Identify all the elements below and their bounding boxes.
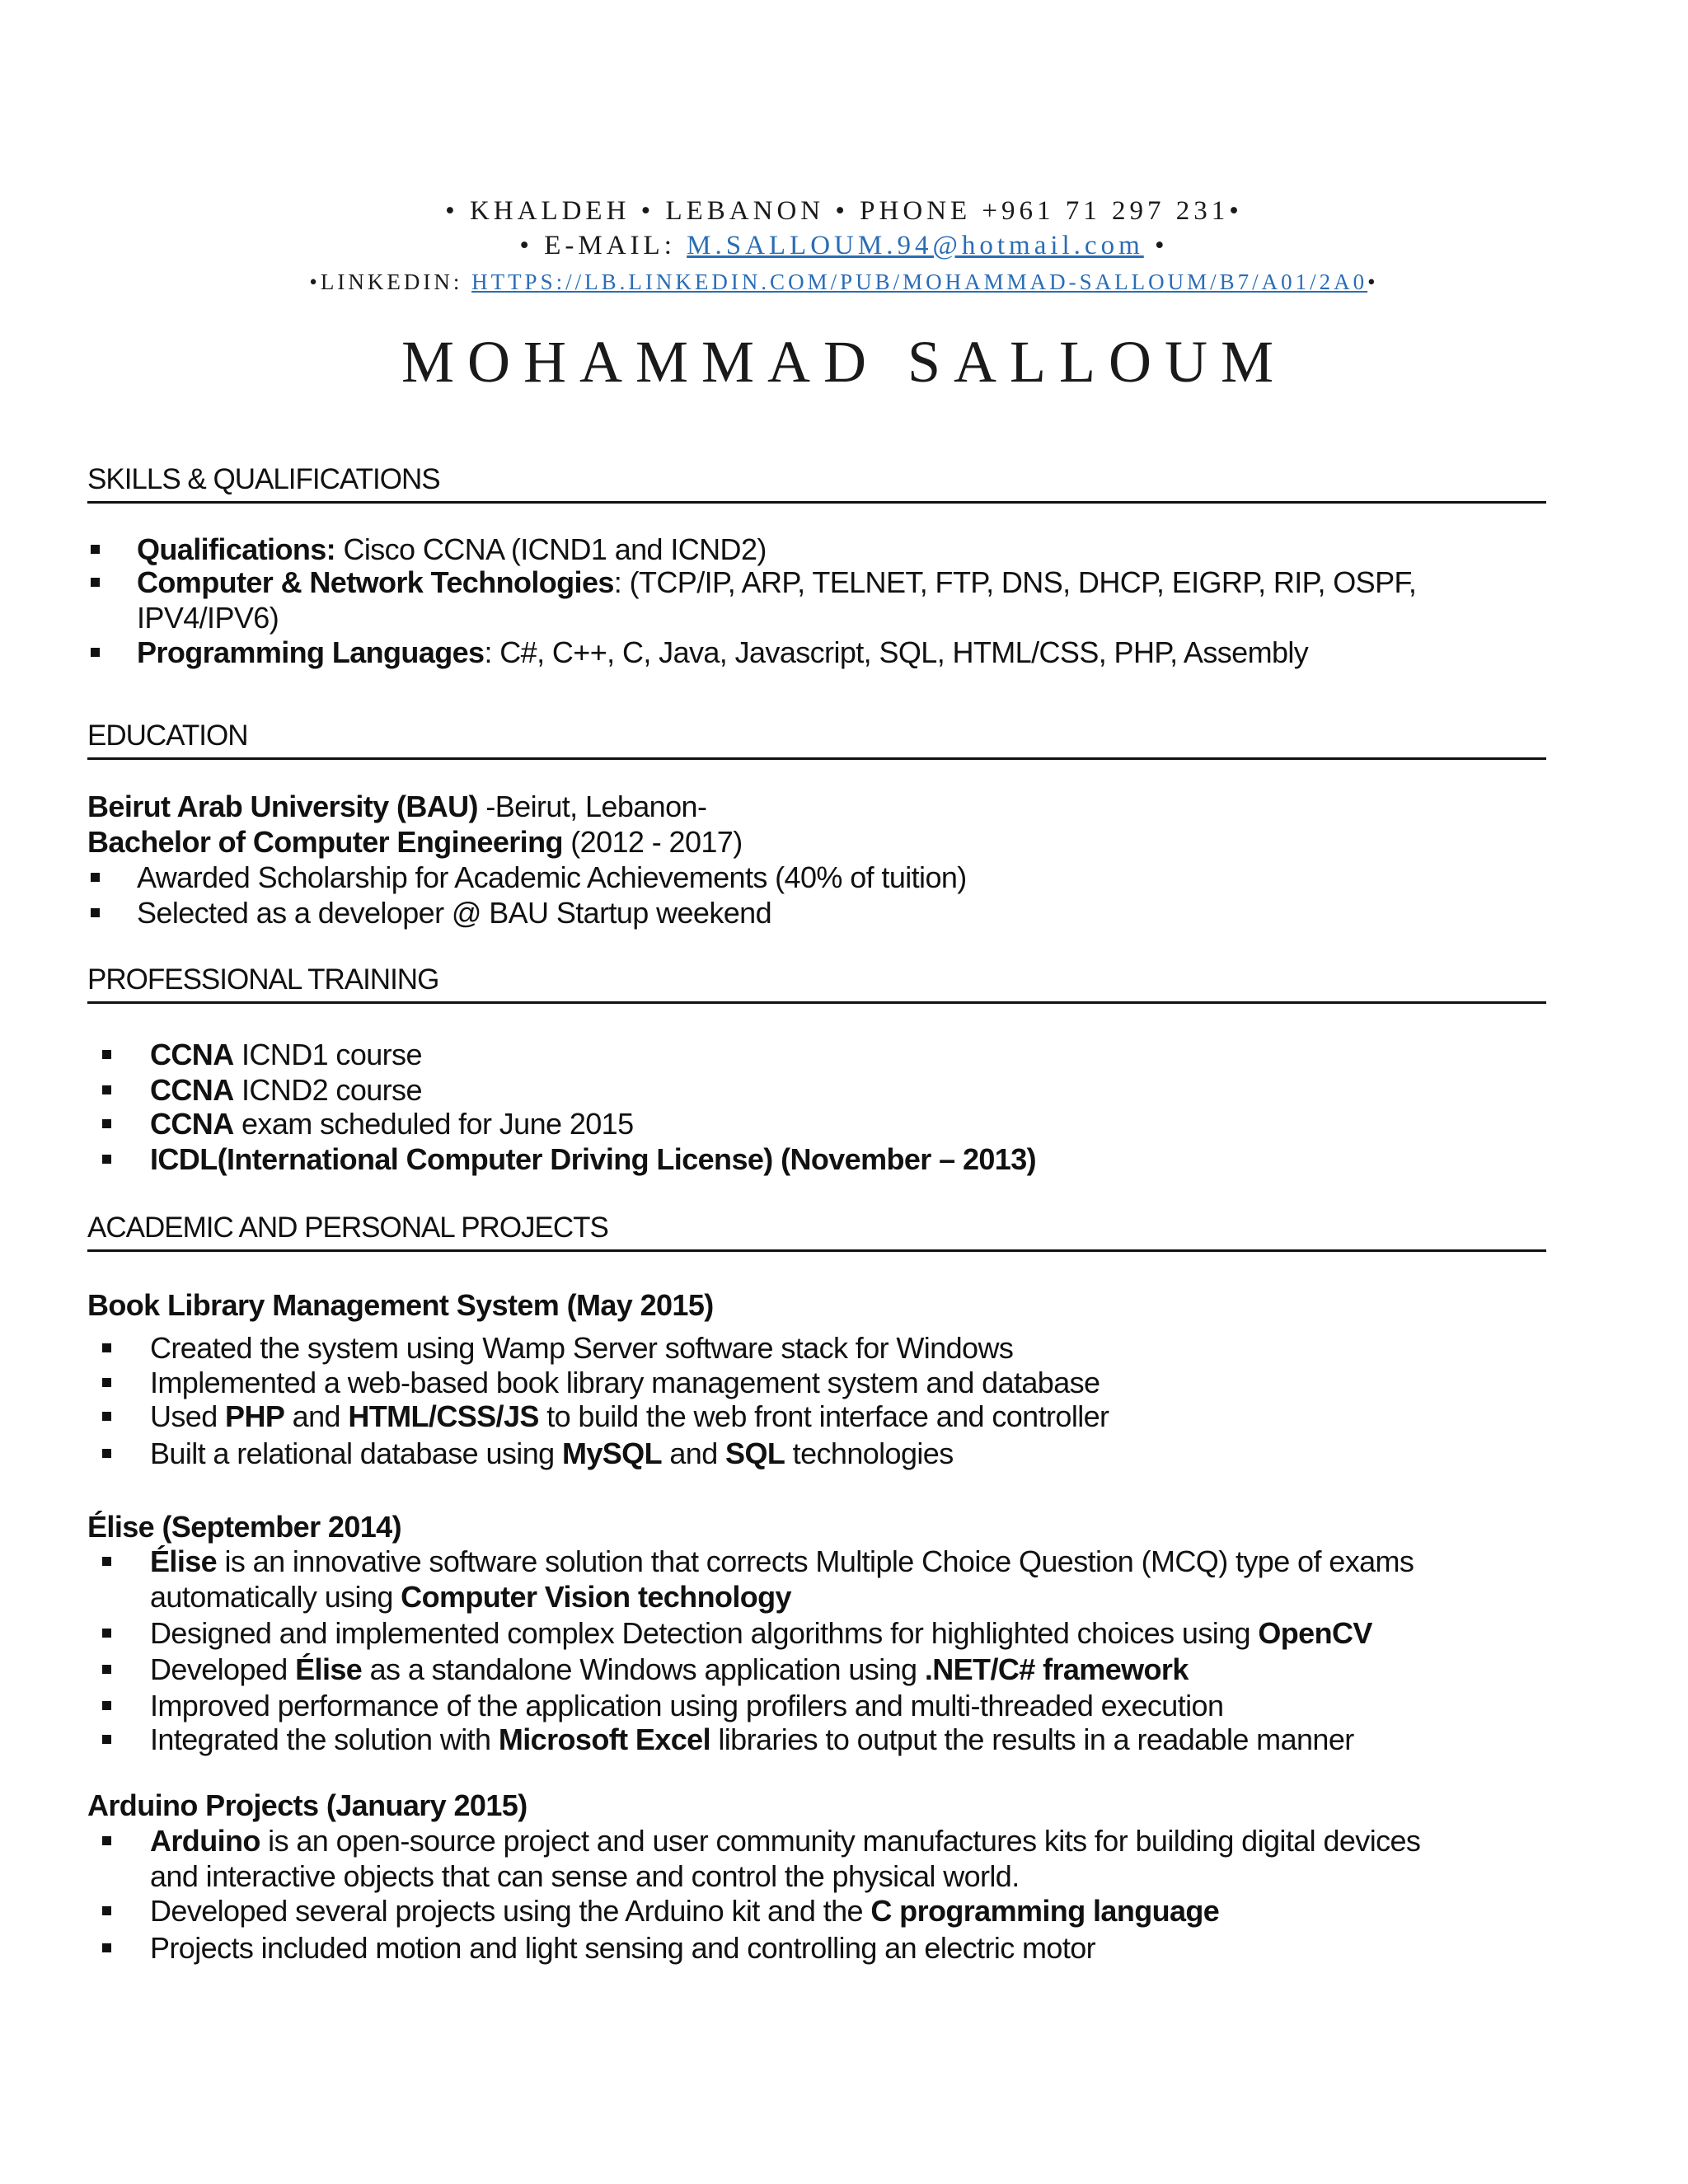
bullet-icon bbox=[102, 1629, 111, 1638]
training-bold: CCNA bbox=[150, 1073, 234, 1107]
project-item-text: and interactive objects that can sense and control the physical world. bbox=[150, 1859, 1020, 1893]
project-item-text bbox=[150, 1616, 1372, 1651]
contact-line: • KHALDEH • LEBANON • PHONE +961 71 297 231• bbox=[445, 196, 1243, 226]
bullet-icon bbox=[102, 1119, 111, 1128]
text-run: Computer Vision technology bbox=[401, 1580, 791, 1614]
text-run: and bbox=[284, 1399, 349, 1433]
bullet-icon bbox=[102, 1906, 111, 1915]
text-run: OpenCV bbox=[1258, 1616, 1372, 1650]
linkedin-prefix: •LINKEDIN: bbox=[309, 269, 472, 294]
text-run: Used bbox=[150, 1399, 226, 1433]
project-item-text: Improved performance of the application using profilers and multi-threaded execution bbox=[150, 1689, 1224, 1722]
text-run: Designed and implemented complex Detection algorithms for highlighted choices using bbox=[150, 1616, 1259, 1650]
bullet-icon bbox=[102, 1836, 111, 1845]
skill-text: : (TCP/IP, ARP, TELNET, FTP, DNS, DHCP, EIGRP, RIP, OSPF, bbox=[613, 565, 1417, 599]
degree-years: (2012 - 2017) bbox=[562, 825, 743, 859]
project-title bbox=[87, 1788, 528, 1823]
text-run: Integrated the solution with bbox=[150, 1722, 499, 1756]
bullet-icon bbox=[102, 1943, 111, 1952]
project-title-text: Arduino Projects (January 2015) bbox=[87, 1788, 528, 1822]
skills-heading: SKILLS & QUALIFICATIONS bbox=[87, 462, 1546, 504]
education-item-text: Awarded Scholarship for Academic Achievements (40% of tuition) bbox=[137, 860, 967, 894]
training-text: ICND1 course bbox=[233, 1038, 422, 1071]
skill-label: Programming Languages bbox=[137, 635, 485, 669]
bullet-icon bbox=[91, 908, 100, 917]
training-text: exam scheduled for June 2015 bbox=[233, 1107, 634, 1141]
project-item-text bbox=[150, 1544, 1414, 1579]
training-bold: ICDL(International Computer Driving License) (November – 2013) bbox=[150, 1142, 1037, 1176]
email-line bbox=[0, 231, 1688, 261]
school-name: Beirut Arab University (BAU) bbox=[87, 790, 478, 823]
skill-text: : C#, C++, C, Java, Javascript, SQL, HTML/CSS, PHP, Assembly bbox=[484, 635, 1309, 669]
bullet-icon bbox=[102, 1412, 111, 1421]
text-run: SQL bbox=[725, 1436, 785, 1470]
bullet-icon bbox=[102, 1050, 111, 1059]
text-run: technologies bbox=[785, 1436, 954, 1470]
project-item-text bbox=[150, 1436, 954, 1471]
school-location: -Beirut, Lebanon- bbox=[477, 790, 707, 823]
skill-text: IPV4/IPV6) bbox=[137, 601, 279, 635]
bullet-icon bbox=[91, 545, 100, 554]
text-run: to build the web front interface and controller bbox=[538, 1399, 1109, 1433]
project-item-text bbox=[150, 1824, 1420, 1858]
project-title bbox=[87, 1288, 714, 1323]
school-line bbox=[87, 790, 706, 824]
project-item-text bbox=[150, 1399, 1109, 1434]
projects-heading: ACADEMIC AND PERSONAL PROJECTS bbox=[87, 1210, 1546, 1252]
text-run: Developed bbox=[150, 1652, 296, 1686]
text-run: Microsoft Excel bbox=[498, 1722, 710, 1756]
project-item-text: Implemented a web-based book library management system and database bbox=[150, 1366, 1100, 1399]
text-run: Élise bbox=[150, 1544, 218, 1578]
text-run: Arduino bbox=[150, 1824, 260, 1858]
text-run: HTML/CSS/JS bbox=[348, 1399, 539, 1433]
bullet-icon bbox=[102, 1085, 111, 1094]
text-run: Élise bbox=[295, 1652, 363, 1686]
training-bold: CCNA bbox=[150, 1107, 234, 1141]
text-run: Built a relational database using bbox=[150, 1436, 562, 1470]
project-item-text: Created the system using Wamp Server software stack for Windows bbox=[150, 1331, 1014, 1365]
text-run: .NET/C# framework bbox=[924, 1652, 1189, 1686]
text-run: and bbox=[661, 1436, 726, 1470]
skill-label: Computer & Network Technologies bbox=[137, 565, 614, 599]
bullet-icon bbox=[91, 873, 100, 882]
email-prefix: • E-MAIL: bbox=[519, 231, 687, 260]
bullet-icon bbox=[102, 1343, 111, 1352]
bullet-icon bbox=[91, 578, 100, 587]
bullet-icon bbox=[102, 1557, 111, 1566]
project-item-text bbox=[150, 1894, 1219, 1929]
bullet-icon bbox=[102, 1155, 111, 1164]
degree-name: Bachelor of Computer Engineering bbox=[87, 825, 563, 859]
training-heading: PROFESSIONAL TRAINING bbox=[87, 962, 1546, 1004]
text-run: C programming language bbox=[870, 1894, 1220, 1928]
linkedin-line bbox=[0, 269, 1688, 295]
linkedin-suffix: • bbox=[1367, 269, 1379, 294]
bullet-icon bbox=[102, 1665, 111, 1674]
candidate-name: MOHAMMAD SALLOUM bbox=[401, 329, 1287, 395]
bullet-icon bbox=[102, 1735, 111, 1744]
text-run: PHP bbox=[225, 1399, 285, 1433]
training-text: ICND2 course bbox=[233, 1073, 422, 1107]
education-item-text: Selected as a developer @ BAU Startup weekend bbox=[137, 896, 772, 930]
text-run: as a standalone Windows application using bbox=[362, 1652, 925, 1686]
text-run: is an open-source project and user community manufactures kits for building digital devices bbox=[260, 1824, 1421, 1858]
bullet-icon bbox=[91, 648, 100, 657]
text-run: libraries to output the results in a readable manner bbox=[710, 1722, 1354, 1756]
project-item-text bbox=[150, 1722, 1354, 1757]
education-heading: EDUCATION bbox=[87, 718, 1546, 760]
training-bold: CCNA bbox=[150, 1038, 234, 1071]
degree-line bbox=[87, 825, 743, 860]
project-title-text: Book Library Management System (May 2015) bbox=[87, 1288, 714, 1322]
email-suffix: • bbox=[1143, 231, 1169, 260]
project-item-text: Projects included motion and light sensing and controlling an electric motor bbox=[150, 1931, 1096, 1965]
project-title-text: Élise (September 2014) bbox=[87, 1510, 401, 1544]
project-item-text bbox=[150, 1652, 1189, 1687]
text-run: Developed several projects using the Arduino kit and the bbox=[150, 1894, 871, 1928]
linkedin-link[interactable]: HTTPS://LB.LINKEDIN.COM/PUB/MOHAMMAD-SALLOUM/B7/A01/2A0 bbox=[471, 269, 1368, 294]
project-item-text bbox=[150, 1580, 791, 1615]
bullet-icon bbox=[102, 1449, 111, 1458]
text-run: MySQL bbox=[561, 1436, 662, 1470]
bullet-icon bbox=[102, 1701, 111, 1710]
text-run: automatically using bbox=[150, 1580, 401, 1614]
email-link[interactable]: M.SALLOUM.94@hotmail.com bbox=[687, 231, 1144, 260]
project-title bbox=[87, 1510, 401, 1544]
skill-label: Qualifications: bbox=[137, 532, 336, 566]
skill-text: Cisco CCNA (ICND1 and ICND2) bbox=[335, 532, 767, 566]
bullet-icon bbox=[102, 1378, 111, 1387]
text-run: is an innovative software solution that corrects Multiple Choice Question (MCQ) type of exams bbox=[217, 1544, 1414, 1578]
